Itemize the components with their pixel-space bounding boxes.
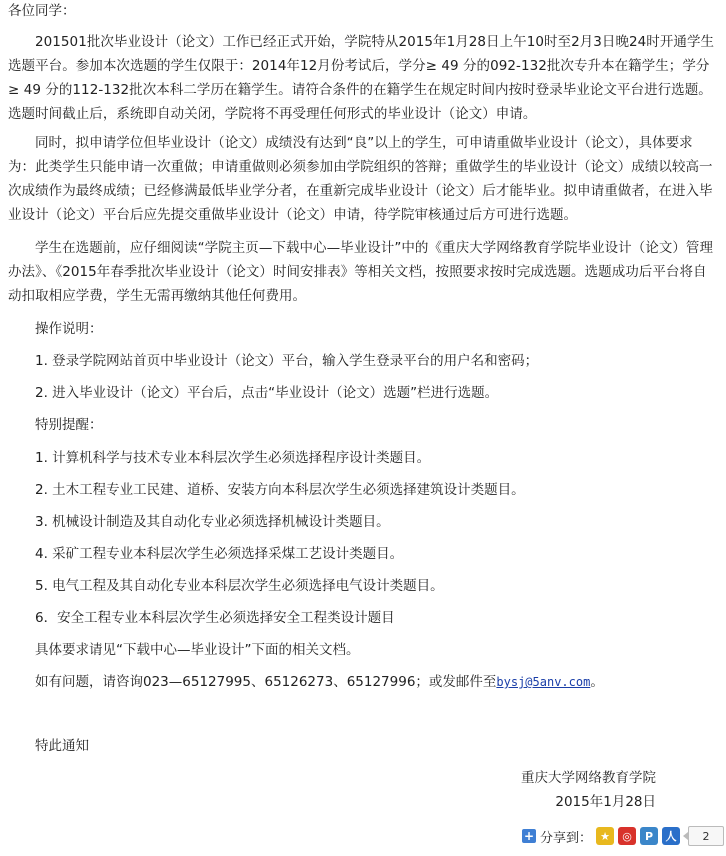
paragraph-1: 201501批次毕业设计（论文）工作已经正式开始，学院特从2015年1月28日上午10时至2月3日晚24时开通学生选题平台。参加本次选题的学生仅限于：2014年12月份考试后，学分≥ 49 分的092-132批次专升本在籍学生；学分≥ 49 分的112-132批次本科二学历在籍学生。请符合条件的在籍学生在规定时间内按时登录毕业论文平台进行选题。选题时间截止后，系统即自动关闭，学院将不再受理任何形式的毕业设计（论文）申请。: [8, 34, 715, 122]
qzone-icon[interactable]: ★: [596, 827, 614, 845]
reminder-item-1: 1. 计算机科学与技术专业本科层次学生必须选择程序设计类题目。: [35, 450, 431, 466]
reminder-item-4: 4. 采矿工程专业本科层次学生必须选择采煤工艺设计类题目。: [35, 546, 404, 562]
signature-date: 2015年1月28日: [555, 794, 656, 810]
operation-title: 操作说明：: [35, 321, 103, 337]
contact-text: 如有问题，请咨询023—65127995、65126273、65127996；或发邮件至: [35, 674, 497, 690]
share-plus-icon[interactable]: +: [523, 829, 535, 843]
reminder-item-3: 3. 机械设计制造及其自动化专业必须选择机械设计类题目。: [35, 514, 390, 530]
reminder-item-5: 5. 电气工程及其自动化专业本科层次学生必须选择电气设计类题目。: [35, 578, 444, 594]
weibo-icon[interactable]: ◎: [618, 827, 636, 845]
contact-line: [35, 671, 604, 693]
share-count: 2: [688, 826, 724, 846]
tencent-weibo-icon[interactable]: P: [640, 827, 658, 845]
contact-email-link[interactable]: bysj@5anv.com: [496, 675, 591, 689]
signature-org: 重庆大学网络教育学院: [521, 770, 656, 786]
share-label[interactable]: 分享到：: [540, 830, 593, 846]
contact-suffix: 。: [590, 674, 604, 690]
paragraph-3: 学生在选题前，应仔细阅读“学院主页—下载中心—毕业设计”中的《重庆大学网络教育学院毕业设计（论文）管理办法》、《2015年春季批次毕业设计（论文）时间安排表》等相关文档，按照要求按时完成选题。选题成功后平台将自动扣取相应学费，学生无需再缴纳其他任何费用。: [8, 240, 714, 304]
reminder-title: 特别提醒：: [35, 417, 103, 433]
closing-text: 特此通知: [35, 738, 89, 754]
share-bar: [522, 826, 724, 846]
greeting: 各位同学：: [8, 3, 76, 19]
detail-note: 具体要求请见“下载中心—毕业设计”下面的相关文档。: [35, 642, 360, 658]
operation-item-1: 1. 登录学院网站首页中毕业设计（论文）平台，输入学生登录平台的用户名和密码；: [35, 353, 539, 369]
operation-item-2: 2. 进入毕业设计（论文）平台后，点击“毕业设计（论文）选题”栏进行选题。: [35, 385, 499, 401]
paragraph-2: 同时，拟申请学位但毕业设计（论文）成绩没有达到“良”以上的学生，可申请重做毕业设计（论文），具体要求为：此类学生只能申请一次重做；申请重做则必须参加由学院组织的答辩；重做学生的毕业设计（论文）成绩以较高一次成绩作为最终成绩；已经修满最低毕业学分者，在重新完成毕业设计（论文）后才能毕业。拟申请重做者，在进入毕业设计（论文）平台后应先提交重做毕业设计（论文）申请，待学院审核通过后方可进行选题。: [8, 135, 713, 223]
reminder-item-2: 2. 土木工程专业工民建、道桥、安装方向本科层次学生必须选择建筑设计类题目。: [35, 482, 525, 498]
reminder-item-6: 6．安全工程专业本科层次学生必须选择安全工程类设计题目: [35, 610, 395, 626]
renren-icon[interactable]: 人: [662, 827, 680, 845]
